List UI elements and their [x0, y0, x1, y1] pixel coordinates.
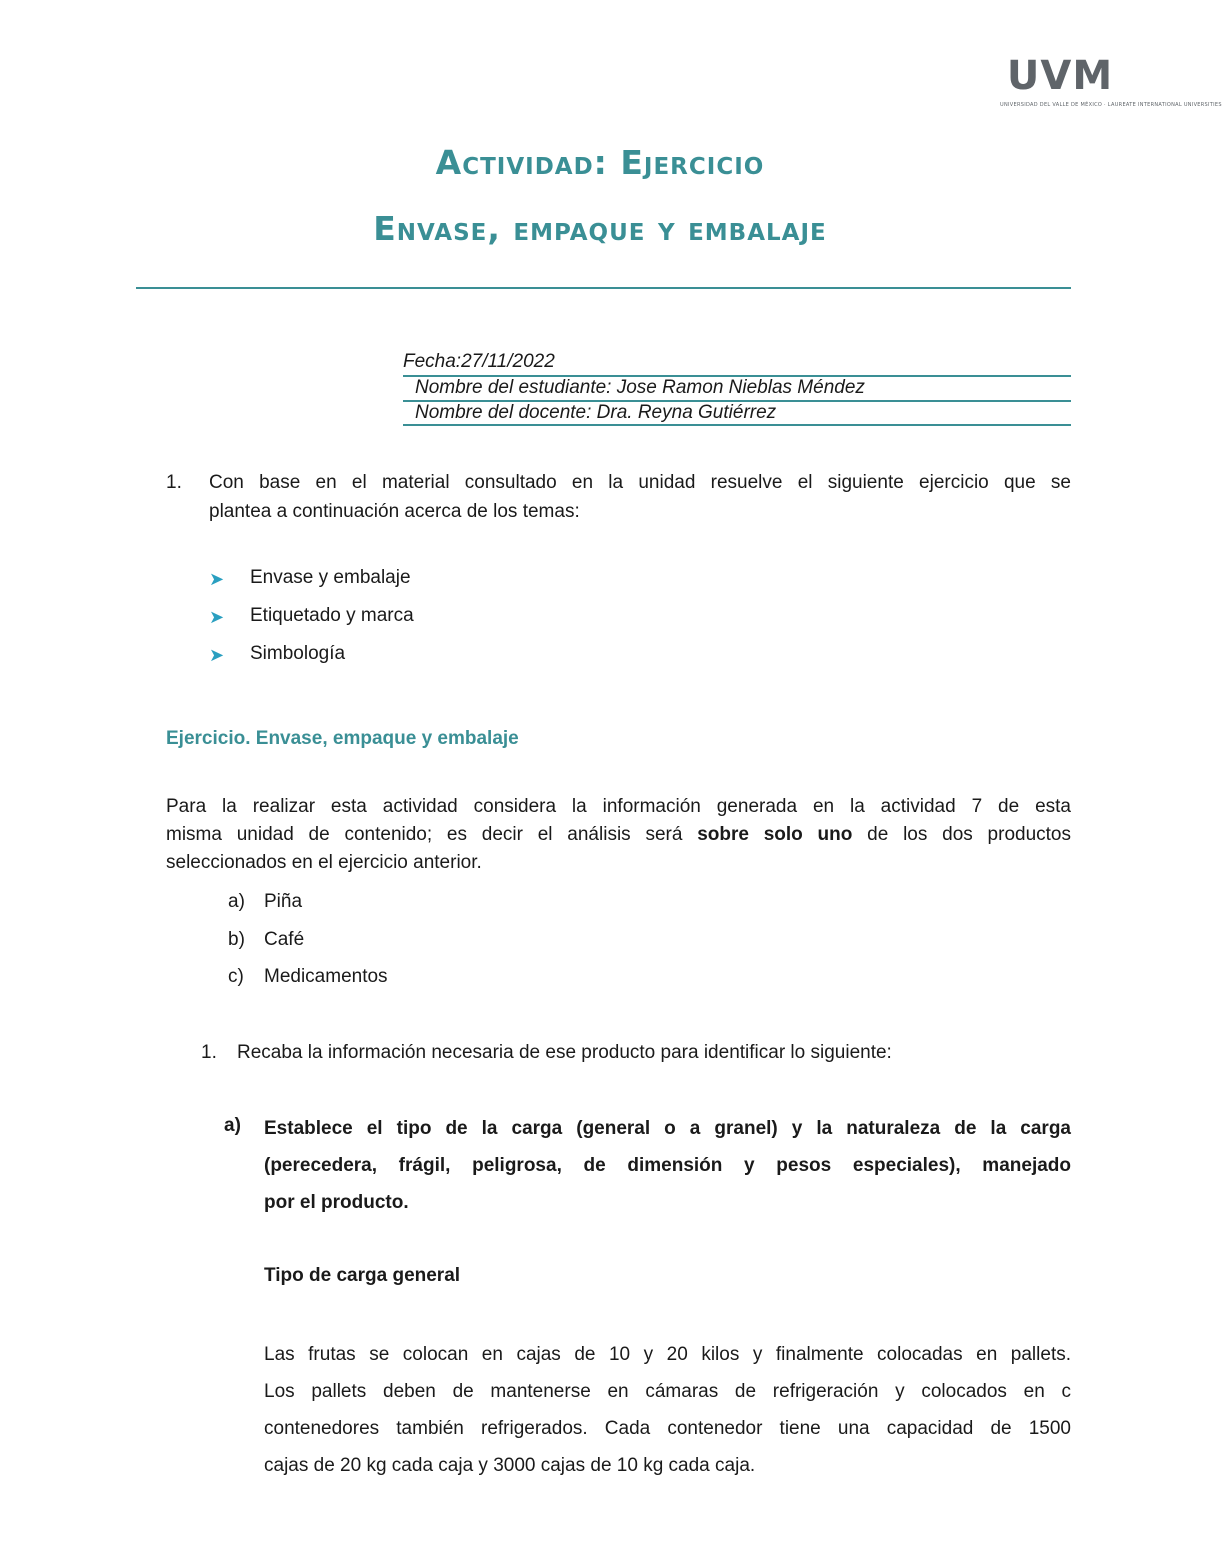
arrow-bullet-icon: ➤ — [209, 569, 225, 589]
option-label: c) — [228, 966, 244, 987]
instruction-number: 1. — [166, 472, 182, 493]
instruction-text-line1: Con base en el material consultado en la unidad resuelve el siguiente ejercicio que se — [209, 472, 1071, 493]
option-label: b) — [228, 929, 245, 950]
task-text: Recaba la información necesaria de ese producto para identificar lo siguiente: — [237, 1042, 892, 1063]
question-line3: por el producto. — [264, 1192, 409, 1213]
instruction-text-line2: plantea a continuación acerca de los temas: — [209, 501, 580, 522]
answer-heading: Tipo de carga general — [264, 1265, 461, 1286]
arrow-bullet-icon: ➤ — [209, 607, 225, 627]
answer-line1: Las frutas se colocan en cajas de 10 y 20 kilos y finalmente colocadas en pallets. — [264, 1344, 1071, 1365]
question-line1: Establece el tipo de la carga (general o a granel) y la naturaleza de la carga — [264, 1118, 1071, 1139]
answer-line4: cajas de 20 kg cada caja y 3000 cajas de 10 kg cada caja. — [264, 1455, 756, 1476]
document-title: Actividad: Ejercicio — [435, 143, 765, 182]
intro-line3: seleccionados en el ejercicio anterior. — [166, 852, 482, 873]
teacher-name-field: Nombre del docente: Dra. Reyna Gutiérrez — [415, 402, 777, 423]
option-text: Piña — [264, 891, 303, 912]
option-text: Medicamentos — [264, 966, 388, 987]
arrow-bullet-icon: ➤ — [209, 645, 225, 665]
option-text: Café — [264, 929, 305, 950]
answer-line3: contenedores también refrigerados. Cada contenedor tiene una capacidad de 1500 — [264, 1418, 1071, 1439]
question-line2: (perecedera, frágil, peligrosa, de dimensión y pesos especiales), manejado — [264, 1155, 1071, 1176]
option-label: a) — [228, 891, 245, 912]
uvm-logo — [998, 52, 1222, 114]
topic-label: Simbología — [250, 643, 346, 664]
task-number: 1. — [201, 1042, 217, 1063]
list-item — [209, 566, 609, 604]
exercise-heading: Ejercicio. Envase, empaque y embalaje — [166, 728, 519, 749]
logo-tagline: UNIVERSIDAD DEL VALLE DE MÉXICO · LAUREATE INTERNATIONAL UNIVERSITIES — [1000, 102, 1222, 108]
title-divider — [136, 287, 1071, 289]
logo-wordmark: UVM — [1006, 53, 1114, 99]
intro-line2-post: de los dos productos — [852, 824, 1071, 845]
list-item — [209, 604, 609, 642]
intro-emphasis: sobre solo uno — [697, 824, 853, 845]
topic-label: Etiquetado y marca — [250, 605, 414, 626]
topic-list — [209, 566, 609, 680]
student-name-field: Nombre del estudiante: Jose Ramon Nieblas Méndez — [415, 377, 865, 398]
topic-label: Envase y embalaje — [250, 567, 411, 588]
answer-line2: Los pallets deben de mantenerse en cámaras de refrigeración y colocados en c — [264, 1381, 1071, 1402]
list-item — [209, 642, 609, 680]
document-subtitle: Envase, empaque y embalaje — [373, 209, 827, 248]
intro-line2 — [166, 820, 1071, 849]
intro-line1: Para la realizar esta actividad considera la información generada en la actividad 7 de esta — [166, 796, 1071, 817]
date-field: Fecha:27/11/2022 — [403, 351, 555, 372]
intro-line2-pre: misma unidad de contenido; es decir el análisis será — [166, 824, 698, 845]
question-label: a) — [224, 1115, 241, 1136]
meta-underline — [403, 424, 1071, 426]
